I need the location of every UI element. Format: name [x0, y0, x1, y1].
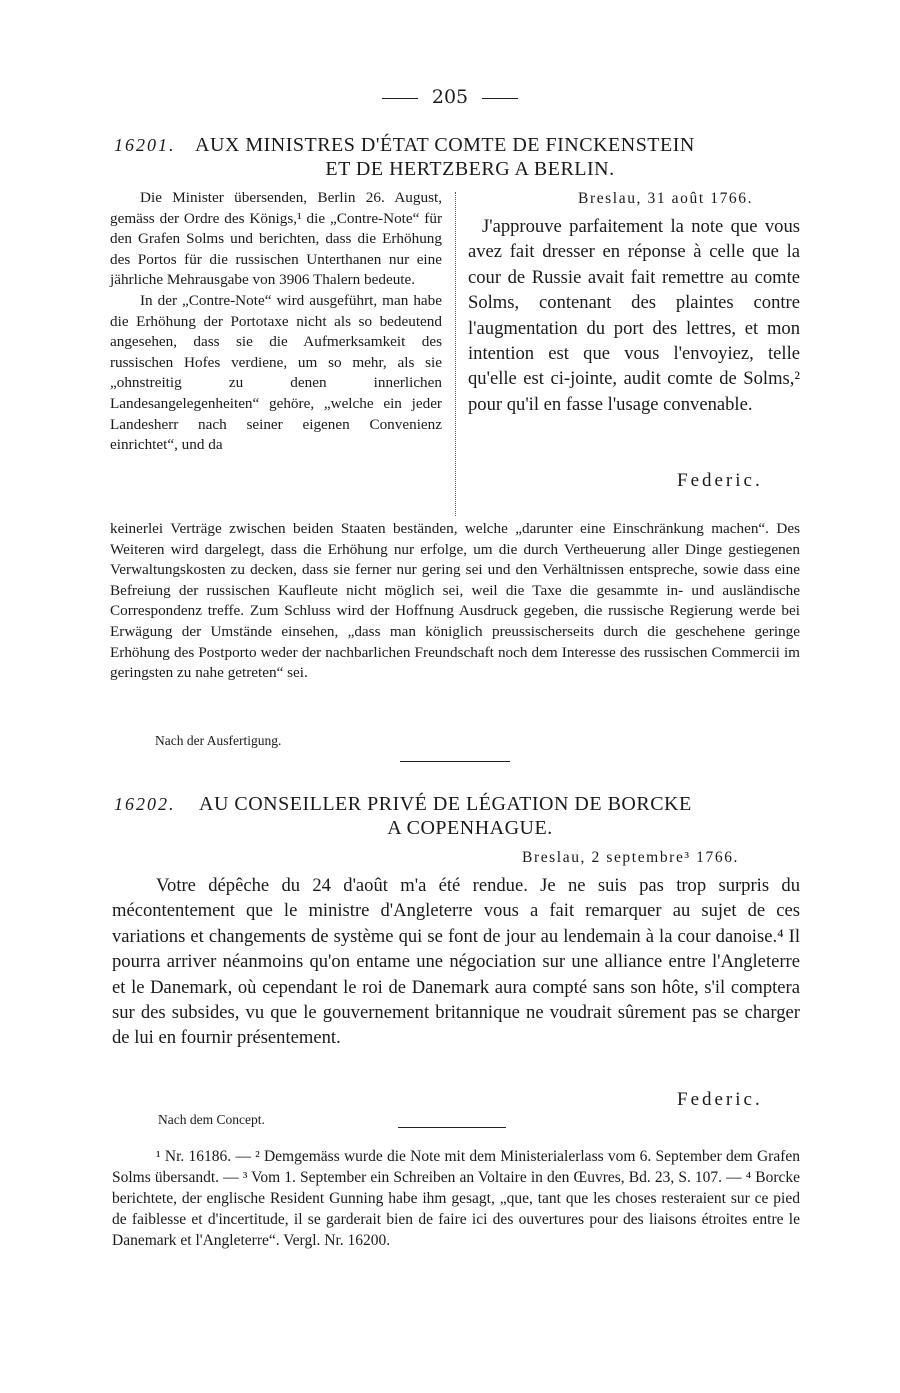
- page-number-text: 205: [431, 86, 469, 108]
- doc2-title-line1: AU CONSEILLER PRIVÉ DE LÉGATION DE BORCKE: [199, 793, 692, 815]
- doc1-number: 16201.: [114, 135, 176, 155]
- doc1-signature: Federic.: [677, 470, 763, 491]
- doc2-signature: Federic.: [677, 1089, 763, 1110]
- doc1-summary-para1: Die Minister übersenden, Berlin 26. August, gemäss der Ordre des Königs,¹ die „Contre-Note“ für den Grafen Solms und berichten, dass die Erhöhung des Portos für die russischen Unterthanen nur eine jährliche Mehrausgabe von 3906 Thalern bedeute.: [110, 189, 442, 289]
- doc2-number: 16202.: [114, 794, 176, 814]
- doc1-source: Nach der Ausfertigung.: [155, 733, 282, 748]
- doc2-letter: Votre dépêche du 24 d'août m'a été rendue. Je ne suis pas trop surpris du mécontentement que le ministre d'Angleterre vous a fait remarquer au sujet de ces variations et changements de système qui se font de jour au lendemain à la cour danoise.⁴ Il pourra arriver néanmoins qu'on entame une négociation sur une alliance entre l'Angleterre et le Danemark, où cependant le roi de Danemark aura compté sans son hôte, s'il comptera sur des subsides, vu que le gouvernement britannique ne voudrait sûrement pas se charger de lui en fournir présentement.: [112, 875, 800, 1049]
- footnotes: ¹ Nr. 16186. — ² Demgemäss wurde die Note mit dem Ministerialerlass vom 6. September dem Grafen Solms übersandt. — ³ Vom 1. September ein Schreiben an Voltaire in den Œuvres, Bd. 23, S. 107. — ⁴ Borcke berichtete, der englische Resident Gunning habe ihm gesagt, „que, tant que les choses resteraient sur ce pied de faiblesse et d'incertitude, il se garderait bien de faire ici des ouvertures pour des liaisons étroites entre le Danemark et l'Angleterre“. Vergl. Nr. 16200.: [112, 1148, 800, 1249]
- doc2-date: Breslau, 2 septembre³ 1766.: [522, 849, 740, 866]
- doc2-title-line2: A COPENHAGUE.: [387, 817, 553, 839]
- doc1-heading: [114, 133, 802, 181]
- doc1-title-line2: ET DE HERTZBERG A BERLIN.: [325, 158, 615, 180]
- doc1-date: Breslau, 31 août 1766.: [578, 190, 754, 207]
- doc2-source: Nach dem Concept.: [158, 1112, 265, 1127]
- doc1-summary-para2: In der „Contre-Note“ wird ausgeführt, man habe die Erhöhung der Portotaxe nicht als so bedeutend angesehen, dass sie die Aufmerksamkeit des russischen Hofes verdiene, um so mehr, als sie „ohnstreitig zu denen innerlichen Landesangelegenheiten“ gehöre, „welche ein jeder Landesherr nach seiner eigenen Convenienz einrichtet“, und da: [110, 291, 442, 454]
- doc2-heading: [114, 792, 802, 840]
- doc1-letter: J'approuve parfaitement la note que vous avez fait dresser en réponse à celle que la cour de Russie avait fait remettre au comte Solms, contenant des plaintes contre l'augmentation du port des lettres, et mon intention est que vous l'envoyiez, telle qu'elle est ci-jointe, audit comte de Solms,² pour qu'il en fasse l'usage convenable.: [468, 216, 800, 415]
- doc1-summary-column: [110, 188, 442, 456]
- doc1-continuation: keinerlei Verträge zwischen beiden Staaten beständen, welche „darunter eine Einschränkung machen“. Des Weiteren wird dargelegt, dass die Erhöhung nur erfolge, um die durch Vertheuerung aller Dinge gestiegenen Verwaltungskosten zu decken, dass sie ferner nur gering sei und den Verhältnissen entspreche, sowie dass eine Befreiung der russischen Kaufleute nicht möglich sei, weil die Taxe die gesammte in- und ausländische Correspondenz treffe. Zum Schluss wird der Hoffnung Ausdruck gegeben, die russische Regierung werde bei Erwägung der Umstände einsehen, „dass man königlich preussischerseits durch die geschehene geringe Erhöhung des Postporto weder der nachbarlichen Freundschaft noch dem Interesse des russischen Commercii im geringsten zu nahe getreten“ sei.: [110, 520, 800, 682]
- section-divider-1: [400, 761, 510, 762]
- page-number-rule-left: [382, 98, 418, 99]
- page-number: [0, 86, 900, 108]
- section-divider-2: [398, 1127, 506, 1128]
- page-number-rule-right: [482, 98, 518, 99]
- column-divider: [455, 192, 456, 516]
- doc1-title-line1: AUX MINISTRES D'ÉTAT COMTE DE FINCKENSTEIN: [195, 134, 695, 156]
